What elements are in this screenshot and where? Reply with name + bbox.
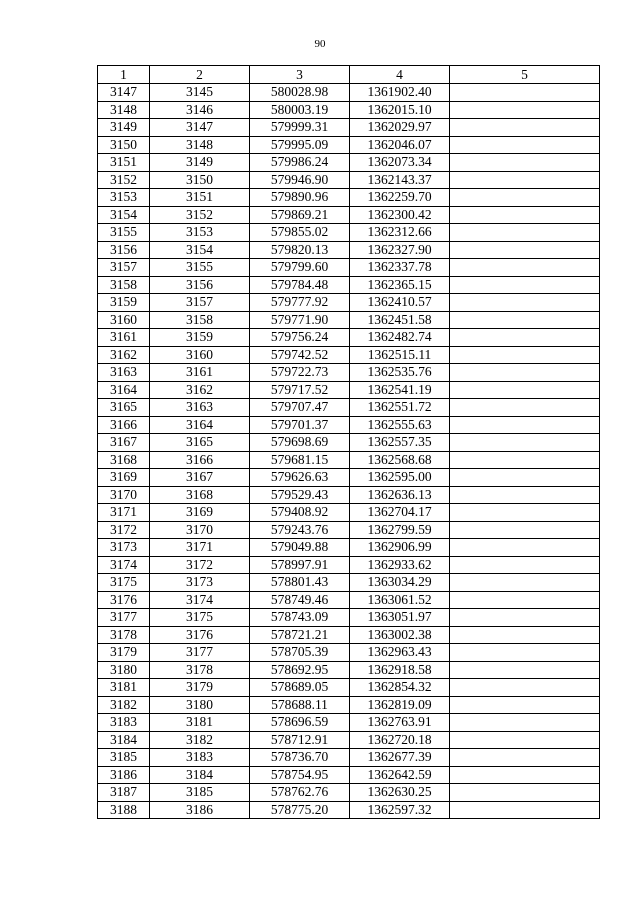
table-cell: 3165 [98,399,150,417]
table-cell: 578743.09 [250,609,350,627]
table-cell: 3182 [150,731,250,749]
table-cell: 1362642.59 [350,766,450,784]
table-cell: 3158 [98,276,150,294]
table-cell: 3188 [98,801,150,819]
table-row [98,399,600,417]
table-cell: 3169 [150,504,250,522]
table-cell: 3147 [98,84,150,102]
table-cell: 1362073.34 [350,154,450,172]
table-row [98,539,600,557]
table-cell: 3179 [150,679,250,697]
table-cell: 3148 [150,136,250,154]
table-cell: 578754.95 [250,766,350,784]
table-cell: 3152 [98,171,150,189]
table-row [98,171,600,189]
table-row [98,661,600,679]
table-cell: 3156 [98,241,150,259]
table-cell [450,469,600,487]
table-cell: 578721.21 [250,626,350,644]
table-cell: 3178 [98,626,150,644]
table-cell [450,486,600,504]
table-cell: 3150 [98,136,150,154]
table-cell: 579946.90 [250,171,350,189]
table-cell: 3184 [150,766,250,784]
table-cell: 579681.15 [250,451,350,469]
table-cell: 579243.76 [250,521,350,539]
table-cell: 578688.11 [250,696,350,714]
table-cell [450,84,600,102]
table-cell [450,189,600,207]
table-cell [450,136,600,154]
table-cell [450,259,600,277]
table-cell: 3146 [150,101,250,119]
table-cell: 1363061.52 [350,591,450,609]
table-row [98,504,600,522]
coordinates-table [97,65,600,819]
table-cell: 3158 [150,311,250,329]
table-cell: 1362704.17 [350,504,450,522]
table-cell: 578689.05 [250,679,350,697]
table-cell: 579999.31 [250,119,350,137]
table-cell: 3153 [98,189,150,207]
table-cell [450,451,600,469]
table-cell: 1362854.32 [350,679,450,697]
table-cell: 1362720.18 [350,731,450,749]
table-cell: 3155 [98,224,150,242]
table-cell: 3178 [150,661,250,679]
table-cell: 1362595.00 [350,469,450,487]
table-row [98,119,600,137]
table-cell: 3152 [150,206,250,224]
table-cell: 3149 [98,119,150,137]
table-cell: 1362365.15 [350,276,450,294]
table-cell: 1363034.29 [350,574,450,592]
table-row [98,714,600,732]
table-row [98,101,600,119]
table-cell [450,679,600,697]
table-cell: 3160 [150,346,250,364]
table-cell: 1362557.35 [350,434,450,452]
table-cell [450,241,600,259]
table-cell: 578705.39 [250,644,350,662]
table-cell: 3180 [150,696,250,714]
table-cell: 3181 [150,714,250,732]
table-cell: 579771.90 [250,311,350,329]
table-cell: 3161 [98,329,150,347]
table-cell: 579701.37 [250,416,350,434]
column-header: 4 [350,66,450,84]
table-row [98,574,600,592]
table-row [98,381,600,399]
table-cell: 3176 [150,626,250,644]
table-cell: 1362515.11 [350,346,450,364]
table-cell: 1362933.62 [350,556,450,574]
table-cell: 3162 [150,381,250,399]
table-cell [450,206,600,224]
table-row [98,679,600,697]
table-cell: 3162 [98,346,150,364]
table-cell: 579049.88 [250,539,350,557]
table-cell: 580003.19 [250,101,350,119]
table-row [98,766,600,784]
table-cell: 1362015.10 [350,101,450,119]
table-cell: 3154 [98,206,150,224]
table-cell: 579869.21 [250,206,350,224]
table-cell: 579855.02 [250,224,350,242]
table-cell: 3176 [98,591,150,609]
table-row [98,749,600,767]
table-cell: 3183 [150,749,250,767]
table-cell: 3171 [98,504,150,522]
table-cell: 3165 [150,434,250,452]
table-cell: 578696.59 [250,714,350,732]
table-cell: 1362906.99 [350,539,450,557]
column-header: 5 [450,66,600,84]
table-cell: 578712.91 [250,731,350,749]
table-cell [450,714,600,732]
table-cell: 3186 [98,766,150,784]
table-row [98,696,600,714]
table-row [98,311,600,329]
table-cell [450,521,600,539]
table-cell: 3173 [98,539,150,557]
table-row [98,434,600,452]
table-cell: 1362630.25 [350,784,450,802]
table-cell [450,276,600,294]
table-cell [450,591,600,609]
table-cell: 1362636.13 [350,486,450,504]
table-cell: 3154 [150,241,250,259]
table-cell: 3169 [98,469,150,487]
table-cell [450,574,600,592]
table-cell: 579717.52 [250,381,350,399]
table-cell: 1362677.39 [350,749,450,767]
table-cell [450,434,600,452]
table-cell: 1362555.63 [350,416,450,434]
table-cell: 1362568.68 [350,451,450,469]
table-cell: 579529.43 [250,486,350,504]
table-row [98,591,600,609]
table-body [98,84,600,819]
table-cell: 3145 [150,84,250,102]
table-cell: 1362143.37 [350,171,450,189]
table-cell: 3179 [98,644,150,662]
table-cell: 3168 [98,451,150,469]
table-cell: 1361902.40 [350,84,450,102]
table-cell: 3166 [98,416,150,434]
table-cell: 3151 [150,189,250,207]
table-cell: 3148 [98,101,150,119]
table-cell: 3171 [150,539,250,557]
table-row [98,731,600,749]
table-cell: 3160 [98,311,150,329]
table-cell: 3156 [150,276,250,294]
table-cell: 579777.92 [250,294,350,312]
table-cell: 3164 [150,416,250,434]
table-row [98,626,600,644]
table-cell [450,119,600,137]
table-cell: 578997.91 [250,556,350,574]
table-row [98,801,600,819]
table-cell [450,101,600,119]
table-cell: 3149 [150,154,250,172]
table-cell: 3163 [150,399,250,417]
table-cell [450,801,600,819]
table-cell: 3166 [150,451,250,469]
table-cell: 579890.96 [250,189,350,207]
table-cell: 3155 [150,259,250,277]
table-cell: 3181 [98,679,150,697]
table-cell: 3159 [150,329,250,347]
table-row [98,294,600,312]
table-cell: 3168 [150,486,250,504]
table-cell [450,364,600,382]
table-cell [450,504,600,522]
table-cell: 1362451.58 [350,311,450,329]
table-cell [450,294,600,312]
table-row [98,224,600,242]
table-cell: 3173 [150,574,250,592]
table-cell: 3167 [150,469,250,487]
table-cell: 1362327.90 [350,241,450,259]
table-cell: 3185 [150,784,250,802]
table-cell: 580028.98 [250,84,350,102]
table-cell: 3175 [150,609,250,627]
table-cell: 3174 [98,556,150,574]
table-cell [450,154,600,172]
table-cell: 3170 [150,521,250,539]
table-cell: 578749.46 [250,591,350,609]
table-cell: 3164 [98,381,150,399]
table-cell: 3157 [150,294,250,312]
table-cell: 3151 [98,154,150,172]
table-cell [450,766,600,784]
table-cell: 578775.20 [250,801,350,819]
table-row [98,469,600,487]
table-cell [450,556,600,574]
table-cell: 579722.73 [250,364,350,382]
table-row [98,154,600,172]
table-cell: 1362963.43 [350,644,450,662]
table-cell: 1362312.66 [350,224,450,242]
table-cell: 3170 [98,486,150,504]
table-cell: 1362819.09 [350,696,450,714]
table-cell: 1363002.38 [350,626,450,644]
table-cell [450,171,600,189]
table-cell: 1362763.91 [350,714,450,732]
table-row [98,644,600,662]
table-cell: 3150 [150,171,250,189]
table-cell: 3183 [98,714,150,732]
column-header: 3 [250,66,350,84]
table-cell: 3184 [98,731,150,749]
table-cell [450,784,600,802]
table-row [98,189,600,207]
table-cell: 1362535.76 [350,364,450,382]
table-cell: 1362918.58 [350,661,450,679]
table-cell: 579820.13 [250,241,350,259]
table-cell: 3177 [98,609,150,627]
table-cell: 1362337.78 [350,259,450,277]
table-cell: 579698.69 [250,434,350,452]
table-cell: 3147 [150,119,250,137]
table-cell: 1362046.07 [350,136,450,154]
table-cell [450,609,600,627]
table-cell: 579995.09 [250,136,350,154]
table-cell [450,224,600,242]
table-cell: 1362300.42 [350,206,450,224]
table-row [98,346,600,364]
table-cell: 3175 [98,574,150,592]
table-cell: 579408.92 [250,504,350,522]
table-cell: 3186 [150,801,250,819]
table-cell: 579986.24 [250,154,350,172]
table-cell: 3172 [150,556,250,574]
table-cell: 579707.47 [250,399,350,417]
table-row [98,784,600,802]
table-cell [450,381,600,399]
table-cell: 3172 [98,521,150,539]
table-header-row [98,66,600,84]
table-row [98,364,600,382]
table-cell [450,731,600,749]
table-cell: 578801.43 [250,574,350,592]
table-cell: 3174 [150,591,250,609]
table-cell: 578762.76 [250,784,350,802]
table-cell: 579626.63 [250,469,350,487]
page-number: 90 [314,38,326,50]
table-cell [450,329,600,347]
table-cell: 579756.24 [250,329,350,347]
table-cell: 3157 [98,259,150,277]
table-cell: 1362551.72 [350,399,450,417]
table-cell [450,749,600,767]
table-cell [450,539,600,557]
table-cell: 1362541.19 [350,381,450,399]
table-row [98,329,600,347]
table-cell: 1362029.97 [350,119,450,137]
table-row [98,241,600,259]
table-cell: 3161 [150,364,250,382]
table-row [98,259,600,277]
table-cell: 3159 [98,294,150,312]
table-row [98,136,600,154]
table-cell: 3180 [98,661,150,679]
table-cell [450,661,600,679]
table-cell [450,311,600,329]
table-cell [450,696,600,714]
table-cell: 3182 [98,696,150,714]
table-row [98,521,600,539]
table-row [98,609,600,627]
table-row [98,416,600,434]
table-cell: 1363051.97 [350,609,450,627]
table-cell: 3163 [98,364,150,382]
table-cell: 579799.60 [250,259,350,277]
column-header: 1 [98,66,150,84]
table-row [98,276,600,294]
table-cell [450,346,600,364]
table-cell: 1362597.32 [350,801,450,819]
table-cell: 578692.95 [250,661,350,679]
table-cell: 3177 [150,644,250,662]
table-row [98,486,600,504]
table-cell: 579784.48 [250,276,350,294]
table-cell [450,644,600,662]
table-row [98,206,600,224]
table-cell: 1362482.74 [350,329,450,347]
table-cell: 1362799.59 [350,521,450,539]
table-cell: 3185 [98,749,150,767]
table-cell: 3187 [98,784,150,802]
table-cell: 3153 [150,224,250,242]
table-cell: 1362259.70 [350,189,450,207]
table-cell: 579742.52 [250,346,350,364]
table-cell: 3167 [98,434,150,452]
table-cell: 578736.70 [250,749,350,767]
table-cell [450,626,600,644]
table-cell: 1362410.57 [350,294,450,312]
table-row [98,556,600,574]
table-row [98,84,600,102]
table-cell [450,416,600,434]
table-row [98,451,600,469]
column-header: 2 [150,66,250,84]
table-cell [450,399,600,417]
